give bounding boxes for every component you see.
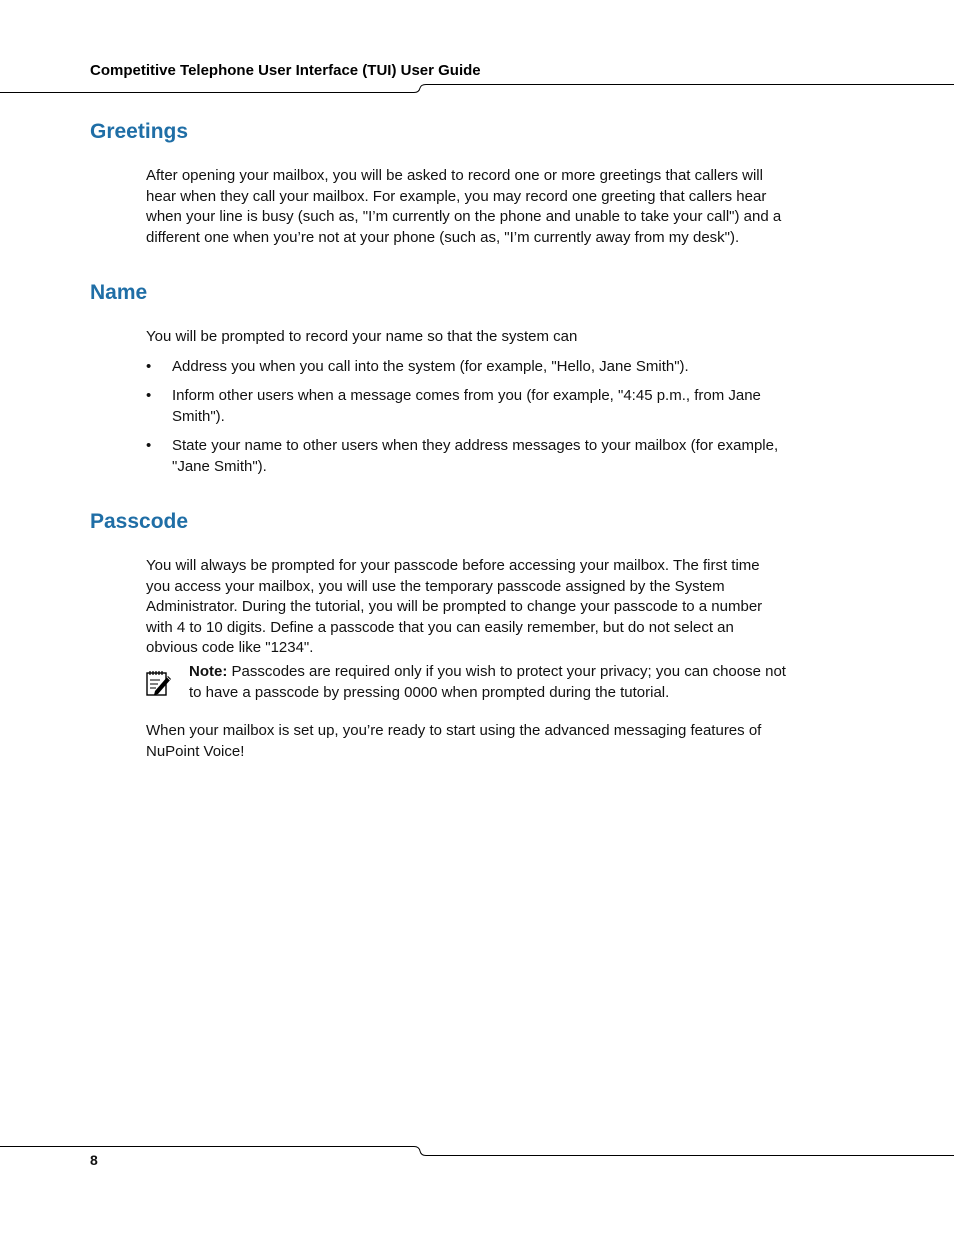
name-bullet-item (146, 436, 786, 477)
passcode-paragraph: You will always be prompted for your passcode before accessing your mailbox. The first time you access your mailbox, you will use the temporary passcode assigned by the System Administrator. During the tutorial, you will be prompted to change your passcode to a number with 4 to 10 digits. Define a passcode that you can easily remember, but do not select an obvious code like "1234". (146, 557, 763, 656)
bullet-glyph: • (146, 387, 152, 404)
bullet-text: Address you when you call into the system (for example, "Hello, Jane Smith"). (172, 358, 689, 375)
header-rule (0, 80, 954, 96)
name-intro-paragraph: You will be prompted to record your name so that the system can (146, 328, 578, 345)
greetings-paragraph: After opening your mailbox, you will be asked to record one or more greetings that callers will hear when they call your mailbox. For example, you may record one greeting that callers hear when your line is busy (such as, "I’m currently on the phone and unable to take your call") and a different one when you’re not at your phone (such as, "I’m currently away from my desk"). (146, 167, 782, 246)
note-body: Passcodes are required only if you wish to protect your privacy; you can choose not to have a passcode by pressing 0000 when prompted during the tutorial. (189, 663, 786, 701)
section-heading-greetings: Greetings (90, 120, 189, 143)
section-heading-passcode: Passcode (90, 510, 189, 533)
footer-rule (0, 1142, 954, 1160)
page-number: 8 (90, 1152, 98, 1168)
running-header-title: Competitive Telephone User Interface (TUI) User Guide (90, 62, 481, 79)
bullet-glyph: • (146, 437, 152, 454)
note-pad-pencil-icon (145, 669, 173, 697)
note-text (189, 662, 786, 703)
name-bullet-item (146, 386, 786, 427)
bullet-text: Inform other users when a message comes from you (for example, "4:45 p.m., from Jane Smith"). (172, 387, 761, 425)
section-heading-name: Name (90, 281, 148, 304)
closing-paragraph: When your mailbox is set up, you’re ready to start using the advanced messaging features of NuPoint Voice! (146, 722, 762, 760)
bullet-glyph: • (146, 358, 152, 375)
name-bullet-item (146, 357, 786, 378)
note-label: Note: (189, 663, 228, 680)
bullet-text: State your name to other users when they address messages to your mailbox (for example, "Jane Smith"). (172, 437, 779, 475)
